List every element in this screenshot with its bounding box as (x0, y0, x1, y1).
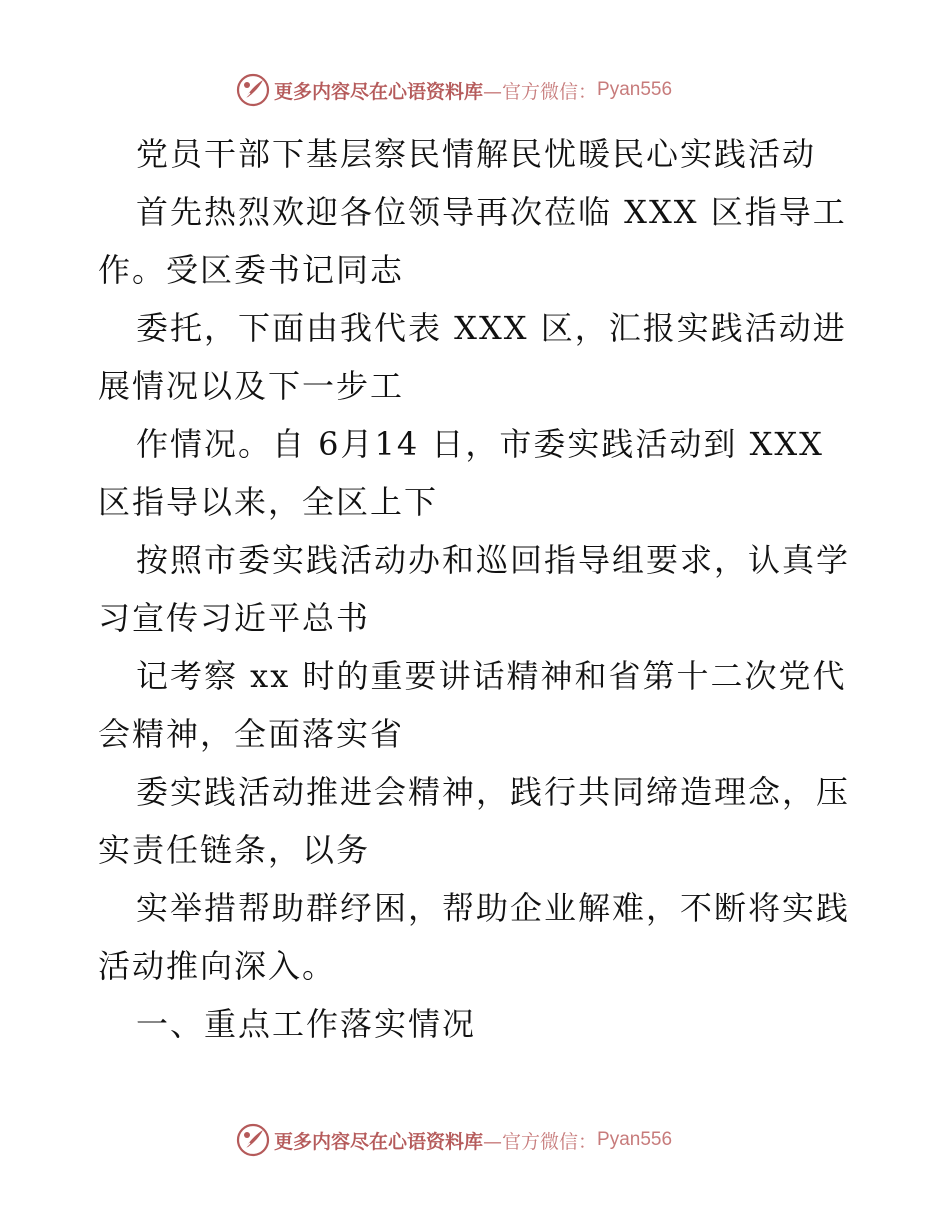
section-heading: 一、重点工作落实情况 (136, 1005, 477, 1043)
paragraph-line: 习宣传习近平总书 (98, 599, 371, 637)
quill-logo-icon (236, 73, 270, 107)
watermark-wechat-id: Pyan556 (597, 1129, 673, 1150)
document-title: 党员干部下基层察民情解民忧暖民心实践活动 (136, 135, 817, 173)
paragraph-line: 作。受区委书记同志 (98, 251, 405, 289)
paragraph-line: 委实践活动推进会精神，践行共同缔造理念，压 (136, 773, 851, 811)
watermark-text: 更多内容尽在心语资料库 (274, 1130, 484, 1153)
watermark-text: 更多内容尽在心语资料库 (274, 80, 484, 103)
paragraph-line: 会精神，全面落实省 (98, 715, 405, 753)
document-body (98, 125, 858, 1053)
paragraph-line: 委托，下面由我代表 XXX 区，汇报实践活动进 (136, 309, 847, 347)
paragraph-line: 活动推向深入。 (98, 947, 337, 985)
header-watermark (236, 73, 672, 107)
footer-watermark (236, 1123, 672, 1157)
watermark-separator: —官方微信： (483, 1130, 598, 1153)
paragraph-line: 展情况以及下一步工 (98, 367, 405, 405)
watermark-separator: —官方微信： (483, 80, 598, 103)
quill-logo-icon (236, 1123, 270, 1157)
watermark-wechat-id: Pyan556 (597, 79, 673, 100)
paragraph-line: 区指导以来，全区上下 (98, 483, 439, 521)
paragraph-line: 实举措帮助群纾困，帮助企业解难，不断将实践 (136, 889, 851, 927)
paragraph-line: 作情况。自 6月14 日，市委实践活动到 XXX (136, 425, 824, 463)
paragraph-line: 按照市委实践活动办和巡回指导组要求，认真学 (136, 541, 851, 579)
paragraph-line: 首先热烈欢迎各位领导再次莅临 XXX 区指导工 (136, 193, 847, 231)
paragraph-line: 记考察 xx 时的重要讲话精神和省第十二次党代 (136, 657, 847, 695)
paragraph-line: 实责任链条，以务 (98, 831, 371, 869)
